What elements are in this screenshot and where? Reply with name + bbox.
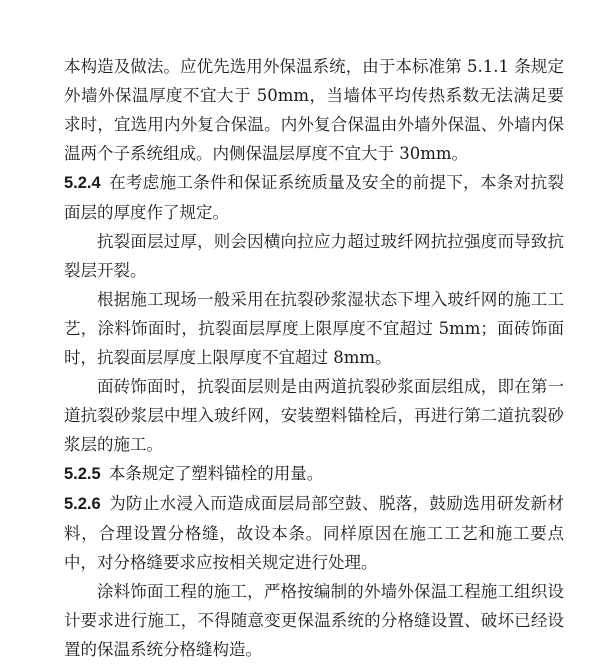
paragraph-text: 抗裂面层过厚，则会因横向拉应力超过玻纤网抗拉强度而导致抗裂层开裂。 bbox=[64, 232, 564, 280]
clause-number: 5.2.4 bbox=[64, 174, 101, 192]
paragraph bbox=[64, 285, 564, 372]
paragraph-text: 根据施工现场一般采用在抗裂砂浆湿状态下埋入玻纤网的施工工艺，涂料饰面时，抗裂面层厚度上限厚度不宜超过 5mm；面砖饰面时，抗裂面层厚度上限厚度不宜超过 8mm。 bbox=[64, 290, 564, 367]
clause-5-2-5 bbox=[64, 459, 564, 489]
paragraph-text: 本构造及做法。应优先选用外保温系统，由于本标准第 5.1.1 条规定外墙外保温厚度不宜大于 50mm，当墙体平均传热系数无法满足要求时，宜选用内外复合保温。内外复合保温由外墙外保温、外墙内保温两个子系统组成。内侧保温层厚度不宜大于 30mm。 bbox=[64, 57, 564, 163]
clause-5-2-6 bbox=[64, 489, 564, 577]
paragraph-text: 本条规定了塑料锚栓的用量。 bbox=[108, 464, 324, 483]
paragraph-text: 在考虑施工条件和保证系统质量及安全的前提下，本条对抗裂面层的厚度作了规定。 bbox=[64, 173, 564, 222]
paragraph bbox=[64, 577, 564, 664]
paragraph-text: 涂料饰面工程的施工，严格按编制的外墙外保温工程施工组织设计要求进行施工，不得随意变更保温系统的分格缝设置、破坏已经设置的保温系统分格缝构造。 bbox=[64, 582, 564, 659]
paragraph-text: 为防止水浸入而造成面层局部空鼓、脱落，鼓励选用研发新材料，合理设置分格缝，故设本条。同样原因在施工工艺和施工要点中，对分格缝要求应按相关规定进行处理。 bbox=[64, 494, 564, 572]
paragraph-continuation bbox=[64, 52, 564, 168]
document-page bbox=[64, 52, 564, 664]
clause-5-2-4 bbox=[64, 168, 564, 227]
paragraph bbox=[64, 372, 564, 459]
clause-number: 5.2.5 bbox=[64, 465, 101, 483]
paragraph bbox=[64, 227, 564, 285]
clause-number: 5.2.6 bbox=[64, 495, 101, 513]
paragraph-text: 面砖饰面时，抗裂面层则是由两道抗裂砂浆面层组成，即在第一道抗裂砂浆层中埋入玻纤网，安装塑料锚栓后，再进行第二道抗裂砂浆层的施工。 bbox=[64, 377, 564, 454]
